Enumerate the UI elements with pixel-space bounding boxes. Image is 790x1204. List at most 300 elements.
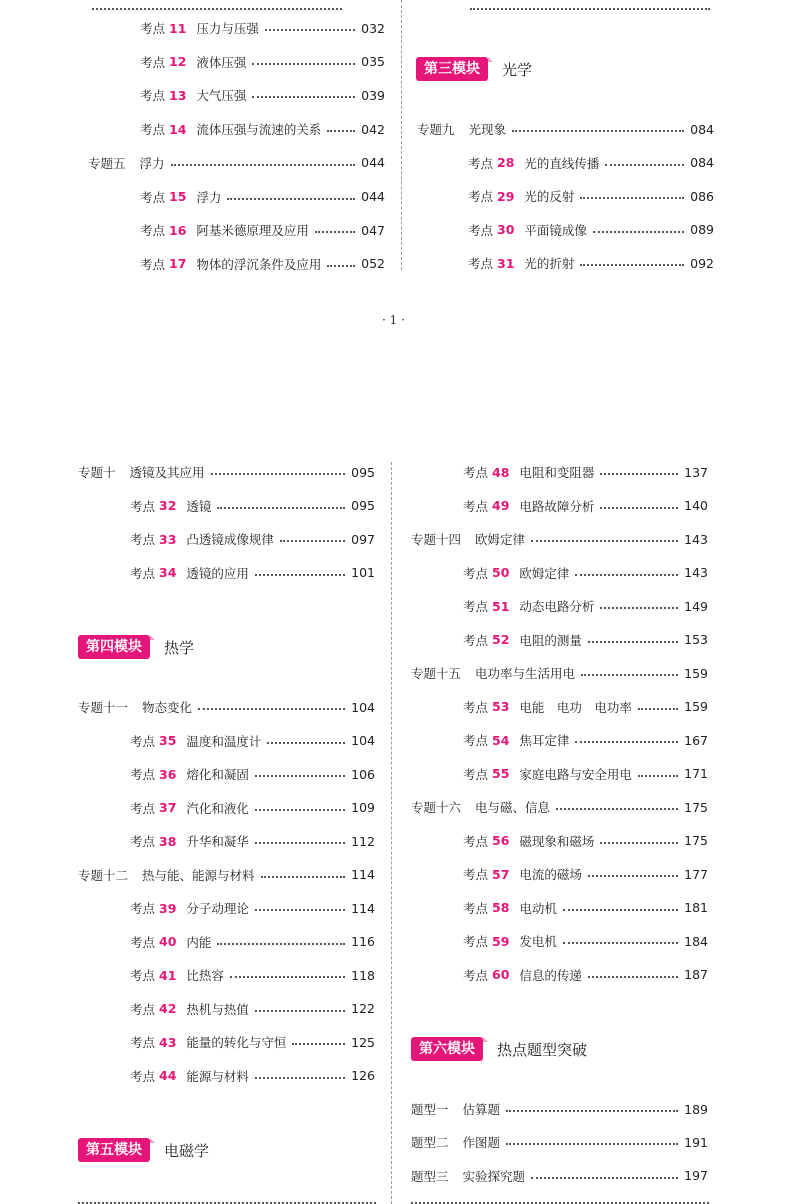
page-number: 171 — [684, 766, 708, 781]
topic-number: 专题十六 — [411, 800, 462, 815]
entry-label — [463, 932, 557, 950]
toc-entry-row[interactable] — [130, 1066, 375, 1086]
dot-leader — [255, 909, 345, 911]
dot-leader — [638, 775, 678, 777]
dot-leader — [230, 976, 345, 978]
entry-label — [140, 53, 246, 71]
kaodian-number: 11 — [169, 20, 187, 36]
kaodian-label: 考点 — [130, 532, 156, 547]
toc-entry-row[interactable] — [468, 153, 714, 173]
entry-title: 平面镜成像 — [524, 222, 587, 238]
topic-number: 专题十五 — [411, 666, 462, 681]
dot-leader — [255, 842, 345, 844]
entry-title: 估算题 — [462, 1102, 501, 1117]
entry-title: 光的直线传播 — [524, 155, 600, 171]
toc-topic-row[interactable] — [411, 797, 708, 817]
page-number: 106 — [351, 766, 375, 782]
toc-entry-row[interactable] — [130, 1032, 375, 1052]
entry-label — [411, 798, 550, 816]
dot-leader — [605, 164, 684, 166]
dot-leader — [638, 708, 678, 710]
page-number: · 1 · — [382, 313, 405, 327]
kaodian-label: 考点 — [130, 1001, 156, 1017]
dot-leader — [327, 265, 355, 267]
entry-title: 温度和温度计 — [186, 733, 262, 749]
topic-number: 专题五 — [88, 155, 126, 171]
topic-number: 专题九 — [417, 122, 455, 137]
toc-entry-row[interactable] — [463, 462, 708, 482]
entry-title: 电功率与生活用电 — [475, 666, 576, 681]
topic-number: 专题十二 — [78, 867, 129, 883]
kaodian-number: 52 — [492, 632, 510, 647]
kaodian-label: 考点 — [130, 1068, 156, 1084]
page-number: 035 — [361, 54, 385, 70]
dot-leader — [261, 876, 346, 878]
kaodian-number: 36 — [159, 766, 177, 782]
entry-title: 内能 — [186, 934, 212, 950]
page-number: 114 — [351, 900, 375, 916]
kaodian-label: 考点 — [463, 766, 489, 782]
toc-entry-row[interactable] — [468, 186, 714, 206]
dot-leader — [217, 507, 345, 509]
entry-title: 家庭电路与安全用电 — [519, 766, 632, 782]
kaodian-number: 56 — [492, 833, 510, 848]
toc-entry-row[interactable] — [140, 119, 385, 139]
page-number: 114 — [351, 867, 375, 882]
kaodian-number: 60 — [492, 967, 510, 982]
dot-leader — [255, 1077, 345, 1079]
toc-entry-row[interactable] — [130, 898, 375, 918]
toc-entry-row[interactable] — [463, 563, 708, 583]
kaodian-label: 考点 — [140, 223, 166, 239]
kaodian-label: 考点 — [463, 599, 489, 614]
entry-label — [463, 463, 594, 481]
page-number: 112 — [351, 833, 375, 849]
entry-label — [130, 1033, 286, 1051]
module-header-electromagnetism — [78, 1137, 209, 1163]
kaodian-label: 考点 — [463, 900, 489, 916]
clipped-row-bottom-right — [411, 1196, 709, 1204]
entry-label — [468, 154, 599, 172]
toc-entry-row[interactable] — [463, 831, 708, 851]
dot-leader — [265, 29, 355, 31]
kaodian-label: 考点 — [468, 222, 494, 238]
kaodian-label: 考点 — [140, 189, 166, 205]
kaodian-label: 考点 — [463, 699, 489, 715]
page-number: 137 — [684, 464, 708, 480]
toc-entry-row[interactable] — [463, 596, 708, 616]
page-number: 177 — [684, 866, 708, 882]
page-number: 104 — [351, 699, 375, 715]
toc-topic-row[interactable] — [78, 865, 375, 885]
entry-label — [130, 765, 249, 783]
kaodian-label: 考点 — [140, 54, 166, 70]
kaodian-number: 44 — [159, 1068, 177, 1083]
module-header-optics — [416, 56, 532, 82]
page-number: 118 — [351, 967, 375, 983]
page-number: 039 — [361, 87, 385, 103]
dot-leader — [327, 130, 355, 132]
column-separator-page2 — [391, 462, 392, 1204]
kaodian-number: 16 — [169, 222, 187, 238]
page-number: 149 — [684, 598, 708, 614]
entry-title: 电能 电功 电功率 — [519, 699, 632, 715]
dot-leader — [531, 1177, 678, 1179]
kaodian-number: 38 — [159, 833, 177, 849]
toc-entry-row[interactable] — [463, 697, 708, 717]
toc-entry-row[interactable] — [140, 52, 385, 72]
kaodian-number: 39 — [159, 900, 177, 916]
entry-label — [463, 564, 569, 582]
toc-entry-row[interactable] — [463, 764, 708, 784]
kaodian-number: 59 — [492, 933, 510, 949]
page-number: 095 — [351, 464, 375, 480]
entry-label — [468, 221, 587, 239]
dot-leader — [217, 943, 345, 945]
module-title: 光学 — [502, 60, 533, 79]
entry-title: 大气压强 — [196, 88, 247, 104]
entry-label — [411, 1167, 525, 1185]
dot-leader — [575, 574, 678, 576]
kaodian-number: 14 — [169, 121, 187, 137]
entry-label — [463, 631, 582, 649]
kaodian-label: 考点 — [463, 733, 489, 748]
page-number: 044 — [361, 155, 385, 171]
toc-entry-row[interactable] — [463, 931, 708, 951]
dot-leader — [600, 507, 678, 509]
dot-leader — [512, 130, 684, 132]
page-number: 122 — [351, 1001, 375, 1016]
entry-label — [130, 832, 249, 850]
page-number: 175 — [684, 833, 708, 848]
kaodian-number: 29 — [497, 188, 515, 204]
entry-title: 光的折射 — [524, 256, 575, 271]
entry-title: 热机与热值 — [186, 1001, 249, 1017]
kaodian-label: 考点 — [463, 498, 489, 514]
page-number: 084 — [690, 155, 714, 170]
entry-label — [468, 254, 574, 272]
entry-label — [463, 497, 594, 515]
page-number: 167 — [684, 732, 708, 748]
entry-title: 浮力 — [139, 155, 165, 171]
toc-entry-row[interactable] — [140, 254, 385, 274]
dot-leader — [531, 540, 678, 542]
toc-entry-row[interactable] — [140, 85, 385, 105]
entry-label — [463, 865, 582, 883]
dot-leader — [563, 909, 678, 911]
page-number: 086 — [690, 188, 714, 204]
kaodian-label: 考点 — [140, 122, 166, 138]
kaodian-label: 考点 — [130, 901, 156, 916]
entry-label — [468, 187, 574, 205]
toc-topic-row[interactable] — [411, 1166, 708, 1186]
entry-title: 欧姆定律 — [475, 532, 526, 547]
kaodian-label: 考点 — [463, 833, 489, 849]
entry-title: 焦耳定律 — [519, 733, 570, 748]
entry-title: 发电机 — [519, 934, 557, 949]
entry-title: 阿基米德原理及应用 — [196, 223, 309, 239]
entry-title: 物态变化 — [142, 700, 193, 715]
entry-title: 能量的转化与守恒 — [186, 1035, 287, 1050]
dot-leader — [292, 1043, 345, 1045]
dot-leader — [588, 976, 678, 978]
entry-label — [140, 19, 259, 37]
toc-entry-row[interactable] — [468, 220, 714, 240]
kaodian-number: 49 — [492, 498, 510, 513]
dot-leader — [580, 264, 684, 266]
toc-topic-row[interactable] — [78, 697, 375, 717]
entry-label — [140, 188, 221, 206]
entry-label — [130, 966, 224, 984]
module-header-hot-topics — [411, 1036, 587, 1062]
entry-label — [130, 732, 261, 750]
entry-title: 欧姆定律 — [519, 565, 570, 581]
entry-title: 动态电路分析 — [519, 599, 595, 614]
entry-label — [130, 530, 274, 548]
dot-leader — [556, 808, 678, 810]
toc-topic-row[interactable] — [411, 529, 708, 549]
toc-entry-row[interactable] — [463, 496, 708, 516]
entry-title: 电与磁、信息 — [475, 800, 551, 815]
page-number: 159 — [684, 699, 708, 714]
entry-title: 分子动理论 — [186, 901, 249, 916]
page-number: 143 — [684, 565, 708, 580]
toc-entry-row[interactable] — [140, 18, 385, 38]
entry-title: 流体压强与流速的关系 — [196, 122, 322, 138]
kaodian-label: 考点 — [463, 565, 489, 581]
entry-label — [140, 120, 321, 138]
dot-leader — [255, 574, 345, 576]
page-number: 042 — [361, 121, 385, 137]
entry-label — [411, 664, 575, 682]
entry-title: 光现象 — [468, 122, 507, 137]
entry-label — [417, 120, 506, 138]
kaodian-label: 考点 — [130, 565, 156, 581]
kaodian-label: 考点 — [140, 256, 166, 272]
entry-title: 熔化和凝固 — [186, 767, 249, 782]
entry-label — [130, 799, 249, 817]
kaodian-number: 17 — [169, 256, 187, 272]
kaodian-number: 34 — [159, 565, 177, 580]
toc-topic-row[interactable] — [417, 119, 714, 139]
kaodian-label: 考点 — [130, 767, 156, 782]
toc-entry-row[interactable] — [140, 220, 385, 240]
entry-label — [463, 597, 594, 615]
toc-entry-row[interactable] — [130, 496, 375, 516]
toc-topic-row[interactable] — [411, 1132, 708, 1152]
entry-label — [411, 530, 525, 548]
kaodian-number: 13 — [169, 87, 187, 103]
dot-leader — [588, 641, 678, 643]
toc-entry-row[interactable] — [130, 529, 375, 549]
toc-entry-row[interactable] — [140, 187, 385, 207]
page-number: 047 — [361, 222, 385, 238]
kaodian-number: 31 — [497, 255, 515, 271]
dot-leader — [198, 708, 345, 710]
toc-topic-row[interactable] — [411, 663, 708, 683]
dot-leader — [580, 197, 684, 199]
module-tag: 第四模块 — [78, 635, 150, 659]
kaodian-label: 考点 — [130, 498, 156, 514]
dot-leader — [506, 1110, 678, 1112]
toc-topic-row[interactable] — [78, 462, 375, 482]
dot-leader — [581, 674, 678, 676]
topic-number: 题型一 — [411, 1102, 449, 1117]
entry-title: 比热容 — [186, 968, 224, 983]
entry-title: 光的反射 — [524, 189, 575, 204]
entry-title: 热与能、能源与材料 — [142, 867, 255, 883]
kaodian-number: 15 — [169, 189, 187, 204]
clipped-row-top-left — [92, 0, 382, 10]
toc-entry-row[interactable] — [130, 999, 375, 1019]
kaodian-number: 35 — [159, 733, 177, 748]
toc-entry-row[interactable] — [130, 798, 375, 818]
kaodian-number: 37 — [159, 800, 177, 815]
entry-label — [140, 221, 309, 239]
toc-entry-row[interactable] — [130, 563, 375, 583]
toc-topic-row[interactable] — [411, 1099, 708, 1119]
entry-title: 压力与压强 — [196, 21, 259, 36]
kaodian-number: 40 — [159, 934, 177, 949]
dot-leader — [280, 540, 345, 542]
entry-title: 电路故障分析 — [519, 498, 595, 514]
dot-leader — [575, 741, 678, 743]
entry-title: 电流的磁场 — [519, 867, 582, 882]
page-number: 101 — [351, 565, 375, 580]
entry-title: 电动机 — [519, 900, 557, 916]
kaodian-number: 57 — [492, 866, 510, 882]
entry-label — [130, 1067, 249, 1085]
kaodian-number: 54 — [492, 732, 510, 748]
toc-entry-row[interactable] — [130, 831, 375, 851]
page-number: 143 — [684, 531, 708, 547]
kaodian-number: 53 — [492, 699, 510, 714]
page-number: 044 — [361, 189, 385, 204]
entry-label — [130, 933, 211, 951]
entry-title: 透镜 — [186, 498, 212, 514]
toc-entry-row[interactable] — [130, 731, 375, 751]
entry-title: 磁现象和磁场 — [519, 833, 595, 849]
page-number: 189 — [684, 1101, 708, 1117]
page-number: 116 — [351, 934, 375, 949]
entry-title: 透镜的应用 — [186, 565, 249, 581]
kaodian-number: 12 — [169, 54, 187, 70]
toc-entry-row[interactable] — [463, 864, 708, 884]
dot-leader — [588, 875, 678, 877]
entry-label — [130, 564, 249, 582]
toc-entry-row[interactable] — [463, 730, 708, 750]
entry-label — [140, 255, 321, 273]
entry-label — [463, 698, 632, 716]
clipped-row-top-right — [470, 0, 710, 10]
page-number: 140 — [684, 498, 708, 513]
kaodian-number: 58 — [492, 900, 510, 915]
entry-title: 作图题 — [462, 1135, 501, 1151]
toc-topic-row[interactable] — [88, 153, 385, 173]
dot-leader — [593, 231, 684, 233]
kaodian-label: 考点 — [130, 934, 156, 950]
entry-title: 电阻的测量 — [519, 632, 582, 648]
kaodian-number: 30 — [497, 222, 515, 237]
entry-title: 升华和凝华 — [186, 834, 249, 849]
kaodian-number: 42 — [159, 1001, 177, 1016]
module-tag: 第六模块 — [411, 1037, 483, 1061]
entry-label — [463, 832, 594, 850]
column-separator-page1 — [401, 0, 402, 270]
dot-leader — [563, 942, 678, 944]
kaodian-label: 考点 — [463, 934, 489, 949]
module-title: 热点题型突破 — [497, 1040, 588, 1059]
page-number: 126 — [351, 1068, 375, 1083]
page-number: 181 — [684, 900, 708, 915]
kaodian-label: 考点 — [130, 834, 156, 849]
entry-title: 液体压强 — [196, 54, 247, 70]
toc-entry-row[interactable] — [130, 932, 375, 952]
topic-number: 专题十 — [78, 465, 116, 480]
kaodian-number: 43 — [159, 1034, 177, 1050]
entry-title: 电阻和变阻器 — [519, 465, 595, 480]
kaodian-number: 33 — [159, 531, 177, 547]
dot-leader — [252, 96, 355, 98]
kaodian-number: 51 — [492, 598, 510, 614]
topic-number: 专题十四 — [411, 532, 462, 547]
entry-label — [463, 731, 569, 749]
kaodian-label: 考点 — [468, 189, 494, 204]
toc-entry-row[interactable] — [463, 898, 708, 918]
page-number: 092 — [690, 255, 714, 271]
kaodian-label: 考点 — [463, 967, 489, 983]
kaodian-label: 考点 — [463, 465, 489, 480]
module-header-thermal — [78, 634, 194, 660]
kaodian-label: 考点 — [463, 867, 489, 882]
page-number: 095 — [351, 498, 375, 513]
entry-title: 信息的传递 — [519, 967, 582, 983]
dot-leader — [506, 1143, 678, 1145]
module-title: 热学 — [164, 638, 195, 657]
dot-leader — [227, 198, 355, 200]
page-number: 184 — [684, 933, 708, 949]
entry-title: 汽化和液化 — [186, 800, 249, 816]
topic-number: 题型三 — [411, 1168, 449, 1184]
module-tag: 第五模块 — [78, 1138, 150, 1162]
toc-entry-row[interactable] — [463, 630, 708, 650]
page-number: 159 — [684, 665, 708, 681]
dot-leader — [211, 473, 346, 475]
page-number: 187 — [684, 967, 708, 982]
kaodian-number: 55 — [492, 766, 510, 781]
toc-entry-row[interactable] — [463, 965, 708, 985]
entry-label — [140, 86, 246, 104]
dot-leader — [171, 164, 356, 166]
page-number: 104 — [351, 733, 375, 748]
kaodian-label: 考点 — [130, 800, 156, 816]
page-number: 197 — [684, 1168, 708, 1184]
toc-entry-row[interactable] — [468, 253, 714, 273]
page-number: 084 — [690, 121, 714, 137]
toc-entry-row[interactable] — [130, 764, 375, 784]
kaodian-number: 50 — [492, 565, 510, 580]
dot-leader — [255, 1010, 345, 1012]
kaodian-number: 32 — [159, 498, 177, 513]
page-number: 097 — [351, 531, 375, 547]
module-tag: 第三模块 — [416, 57, 488, 81]
page-number: 089 — [690, 222, 714, 237]
toc-entry-row[interactable] — [130, 965, 375, 985]
topic-number: 题型二 — [411, 1135, 449, 1151]
entry-label — [463, 765, 632, 783]
dot-leader — [315, 231, 355, 233]
entry-label — [78, 463, 205, 481]
